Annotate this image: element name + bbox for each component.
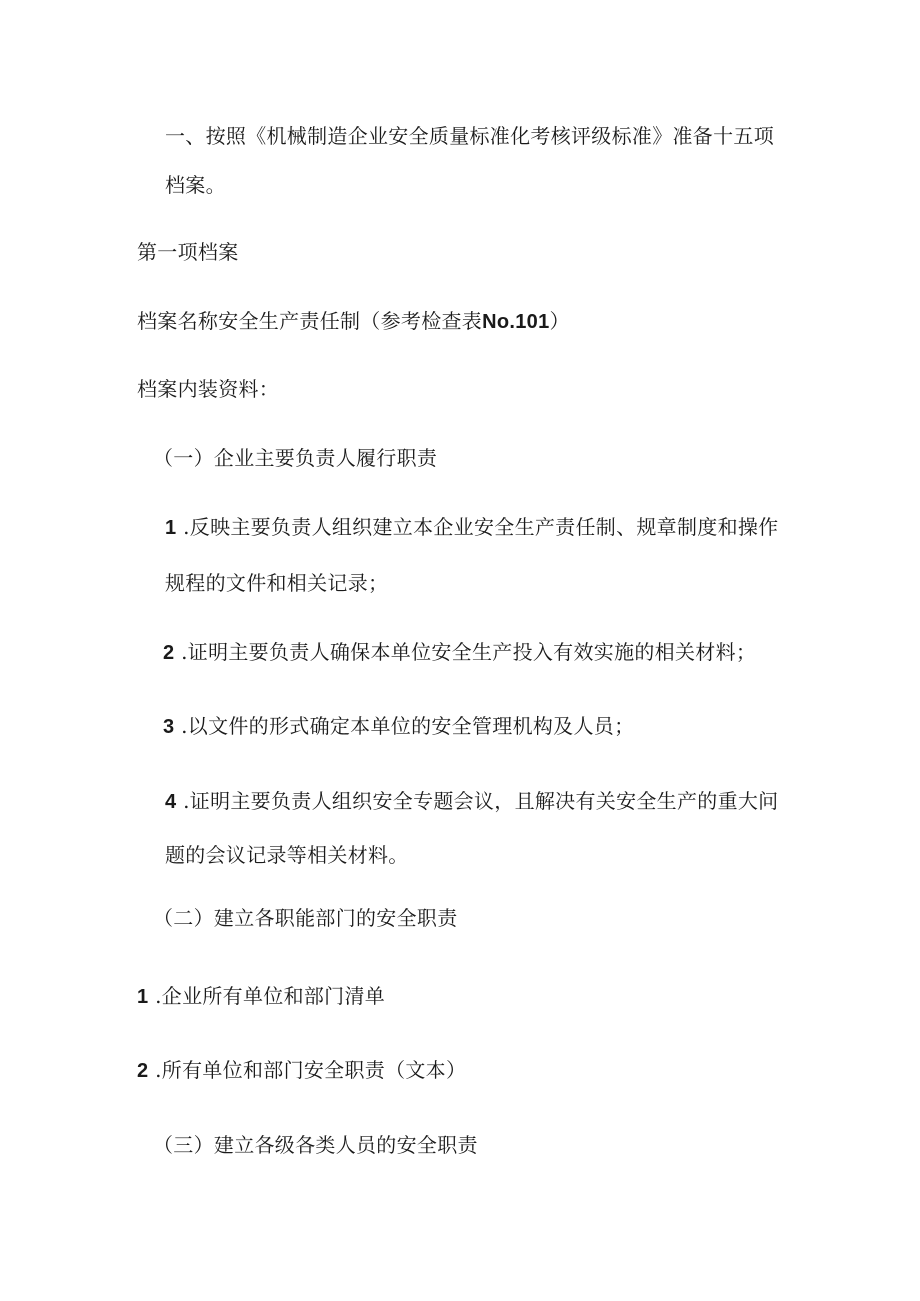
item-text: .证明主要负责人确保本单位安全生产投入有效实施的相关材料； xyxy=(181,640,757,664)
item-text: .反映主要负责人组织建立本企业安全生产责任制、规章制度和操作 xyxy=(183,515,779,539)
section-1-item-4 xyxy=(165,789,778,814)
section-1-title: （一）企业主要负责人履行职责 xyxy=(153,446,438,470)
item-text: .企业所有单位和部门清单 xyxy=(155,984,386,1008)
item-number: 2 xyxy=(163,642,175,664)
section-3-title: （三）建立各级各类人员的安全职责 xyxy=(153,1133,478,1157)
item-text: .以文件的形式确定本单位的安全管理机构及人员； xyxy=(181,714,635,738)
item-text: .所有单位和部门安全职责（文本） xyxy=(155,1058,467,1082)
file-name-suffix: ） xyxy=(549,309,570,333)
item-number: 2 xyxy=(137,1060,149,1082)
section-1-item-4-cont: 题的会议记录等相关材料。 xyxy=(165,843,409,867)
section-1-item-3 xyxy=(163,714,634,739)
file-heading: 第一项档案 xyxy=(137,240,239,264)
file-name-prefix: 档案名称安全生产责任制（参考检查表 xyxy=(137,309,483,333)
section-1-item-1-cont: 规程的文件和相关记录； xyxy=(165,571,389,595)
contents-label: 档案内装资料： xyxy=(137,377,280,401)
section-1-item-2 xyxy=(163,640,756,665)
file-name-line xyxy=(137,309,570,334)
section-2-title: （二）建立各职能部门的安全职责 xyxy=(153,906,458,930)
item-number: 1 xyxy=(137,986,149,1008)
section-2-item-1 xyxy=(137,984,385,1009)
section-2-item-2 xyxy=(137,1058,466,1083)
intro-line-2: 档案。 xyxy=(165,173,226,197)
item-number: 1 xyxy=(165,517,177,539)
item-number: 3 xyxy=(163,716,175,738)
item-number: 4 xyxy=(165,791,177,813)
item-text: .证明主要负责人组织安全专题会议，且解决有关安全生产的重大问 xyxy=(183,789,779,813)
file-name-code: No.101 xyxy=(482,311,550,333)
intro-line-1: 一、按照《机械制造企业安全质量标准化考核评级标准》准备十五项 xyxy=(165,124,774,148)
section-1-item-1 xyxy=(165,515,778,540)
